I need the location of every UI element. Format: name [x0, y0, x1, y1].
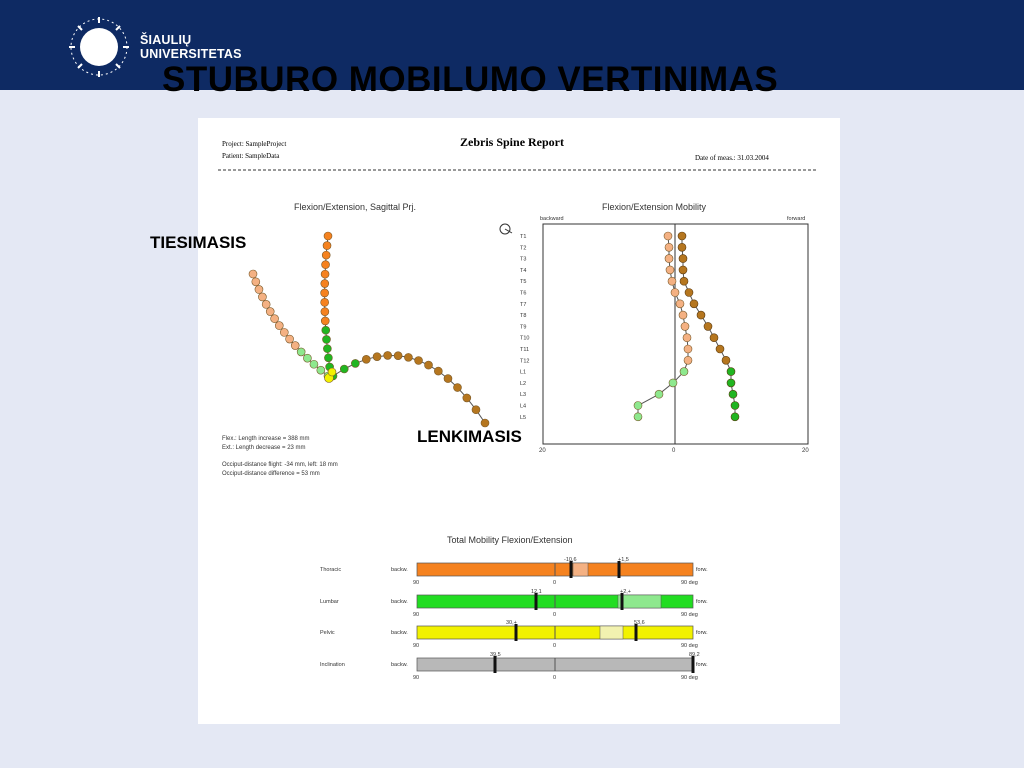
vertebra-label: T2: [520, 245, 527, 252]
report-title: Zebris Spine Report: [460, 135, 565, 149]
value-marker: [618, 561, 621, 578]
forward-point: [679, 266, 687, 274]
stat-line: Occiput-distance difference = 53 mm: [222, 471, 320, 477]
flexion-spine-vertebra: [434, 367, 442, 375]
forward-point: [731, 402, 739, 410]
value-marker: [494, 656, 497, 673]
sagittal-title: Flexion/Extension, Sagittal Prj.: [294, 202, 417, 212]
backward-abbr: backw.: [391, 567, 408, 573]
vertebra-label: T7: [520, 301, 527, 308]
row-name: Pelvic: [320, 630, 335, 636]
tick-left: 90: [413, 643, 420, 649]
neutral-spine-vertebra: [322, 326, 330, 334]
forward-point: [704, 322, 712, 330]
report-patient: Patient: SampleData: [222, 152, 280, 160]
neutral-spine-vertebra: [321, 317, 329, 325]
backward-point: [666, 266, 674, 274]
forward-abbr: forw.: [696, 630, 708, 636]
slide-title: STUBURO MOBILUMO VERTINIMAS: [162, 60, 779, 99]
vertebra-label: L2: [520, 380, 527, 387]
flexion-spine-vertebra: [351, 359, 359, 367]
axis-left-label: 20: [539, 448, 546, 454]
value-label: 53,6: [634, 620, 645, 626]
spine-report: [198, 118, 840, 724]
value-label: +2,+: [620, 589, 632, 595]
stat-line: Occiput-distance flight: -34 mm, left: 18 mm: [222, 462, 338, 468]
backward-point: [665, 255, 673, 263]
backward-point: [680, 368, 688, 376]
pelvis-marker: [328, 368, 336, 376]
forward-point: [727, 368, 735, 376]
range-highlight: [573, 563, 588, 576]
forward-point: [678, 232, 686, 240]
mobility-row-inclination: [320, 652, 708, 681]
neutral-spine-vertebra: [323, 242, 331, 250]
flexion-spine-vertebra: [362, 355, 370, 363]
vertebra-label: T11: [520, 347, 530, 353]
value-label: 39,5: [490, 652, 501, 658]
backward-point: [684, 356, 692, 364]
neutral-spine-vertebra: [321, 298, 329, 306]
axis-mid-label: 0: [672, 448, 676, 454]
extension-spine-vertebra: [297, 348, 305, 356]
flexion-spine-vertebra: [394, 352, 402, 360]
value-marker: [621, 593, 624, 610]
extension-spine-vertebra: [317, 366, 325, 374]
range-highlight: [618, 595, 661, 608]
value-label: 12,1: [531, 589, 542, 595]
backward-point: [669, 379, 677, 387]
neutral-spine-vertebra: [322, 335, 330, 343]
flexion-spine-vertebra: [404, 353, 412, 361]
forward-point: [729, 390, 737, 398]
forward-point: [678, 243, 686, 251]
backward-point: [655, 390, 663, 398]
tick-left: 90: [413, 612, 420, 618]
mobility-row-pelvic: [320, 620, 708, 649]
vertebra-labels: [520, 234, 529, 421]
mobility-row-thoracic: [320, 557, 708, 586]
extension-spine-vertebra: [266, 308, 274, 316]
tick-mid: 0: [553, 643, 557, 649]
tick-mid: 0: [553, 675, 557, 681]
neutral-spine-vertebra: [322, 261, 330, 269]
neutral-spine-vertebra: [324, 232, 332, 240]
forward-point: [710, 334, 718, 342]
backward-abbr: backw.: [391, 662, 408, 668]
value-marker: [692, 656, 695, 673]
forward-point: [685, 289, 693, 297]
flexion-spine-vertebra: [453, 384, 461, 392]
backward-curve: [638, 236, 688, 417]
range-highlight: [600, 626, 623, 639]
extension-spine-vertebra: [291, 342, 299, 350]
backward-point: [665, 243, 673, 251]
report-project: Project: SampleProject: [222, 140, 287, 148]
axis-right-label: 20: [802, 448, 809, 454]
flexion-spine-vertebra: [384, 351, 392, 359]
tick-right: 90 deg: [681, 675, 698, 681]
extension-spine-vertebra: [255, 285, 263, 293]
flexion-spine-vertebra: [373, 353, 381, 361]
flexion-label: LENKIMASIS: [417, 427, 522, 446]
university-logo-icon: [64, 12, 134, 82]
forward-label: forward: [787, 216, 806, 222]
extension-spine-vertebra: [275, 322, 283, 330]
extension-label: TIESIMASIS: [150, 233, 247, 252]
logo-text-line2: UNIVERSITETAS: [140, 47, 242, 61]
value-label: 30,+: [506, 620, 517, 626]
backward-abbr: backw.: [391, 630, 408, 636]
mobility-title: Flexion/Extension Mobility: [602, 202, 707, 212]
vertebra-label: L3: [520, 392, 527, 399]
logo-text-line1: ŠIAULIŲ: [140, 33, 192, 47]
extension-spine-vertebra: [262, 300, 270, 308]
vertebra-label: L5: [520, 414, 527, 421]
flexion-spine-vertebra: [472, 406, 480, 414]
flexion-spine-vertebra: [444, 375, 452, 383]
forward-point: [680, 277, 688, 285]
backward-abbr: backw.: [391, 599, 408, 605]
value-marker: [535, 593, 538, 610]
tick-right: 90 deg: [681, 643, 698, 649]
tick-mid: 0: [553, 612, 557, 618]
forward-point: [727, 379, 735, 387]
forward-abbr: forw.: [696, 567, 708, 573]
backward-label: backward: [540, 216, 564, 222]
row-name: Inclination: [320, 662, 345, 668]
stat-line: Flex.: Length increase = 388 mm: [222, 436, 310, 442]
vertebra-label: T9: [520, 324, 527, 331]
backward-point: [634, 413, 642, 421]
mobility-row-lumbar: [320, 589, 708, 618]
vertebra-label: T1: [520, 234, 527, 240]
neutral-spine-vertebra: [322, 251, 330, 259]
forward-abbr: forw.: [696, 599, 708, 605]
vertebra-label: L1: [520, 369, 527, 376]
neutral-spine-vertebra: [321, 270, 329, 278]
flexion-spine-vertebra: [463, 394, 471, 402]
extension-spine-vertebra: [249, 270, 257, 278]
total-mobility-title: Total Mobility Flexion/Extension: [447, 535, 573, 545]
report-date: Date of meas.: 31.03.2004: [695, 154, 769, 162]
forward-point: [716, 345, 724, 353]
tick-left: 90: [413, 580, 420, 586]
tick-left: 90: [413, 675, 420, 681]
extension-spine-vertebra: [310, 360, 318, 368]
extension-spine-vertebra: [252, 278, 260, 286]
extension-spine-vertebra: [258, 293, 266, 301]
forward-point: [679, 255, 687, 263]
flexion-spine-vertebra: [340, 365, 348, 373]
backward-point: [668, 277, 676, 285]
row-name: Lumbar: [320, 599, 339, 605]
forward-abbr: forw.: [696, 662, 708, 668]
vertebra-label: T12: [520, 358, 530, 365]
backward-point: [676, 300, 684, 308]
vertebra-label: T3: [520, 256, 527, 263]
flexion-spine-vertebra: [481, 419, 489, 427]
value-marker: [570, 561, 573, 578]
forward-point: [731, 413, 739, 421]
vertebra-label: T6: [520, 290, 527, 297]
mobility-plot: [634, 232, 739, 421]
vertebra-label: T4: [520, 267, 527, 274]
neutral-spine-vertebra: [321, 308, 329, 316]
total-mobility-bars: [320, 557, 708, 681]
flexion-spine-vertebra: [415, 356, 423, 364]
value-label: -10,6: [564, 557, 577, 563]
neutral-spine-vertebra: [323, 345, 331, 353]
neutral-spine-vertebra: [321, 280, 329, 288]
tick-mid: 0: [553, 580, 557, 586]
logo-text: [140, 33, 242, 61]
backward-point: [634, 402, 642, 410]
extension-spine-vertebra: [280, 328, 288, 336]
forward-point: [690, 300, 698, 308]
vertebra-label: T5: [520, 279, 527, 286]
neutral-spine-vertebra: [321, 289, 329, 297]
stat-line: Ext.: Length decrease = 23 mm: [222, 445, 306, 451]
forward-point: [722, 356, 730, 364]
tick-right: 90 deg: [681, 612, 698, 618]
neutral-spine-vertebra: [324, 354, 332, 362]
backward-point: [684, 345, 692, 353]
vertebra-label: T10: [520, 335, 530, 342]
forward-point: [697, 311, 705, 319]
flexion-spine-vertebra: [425, 361, 433, 369]
backward-point: [679, 311, 687, 319]
backward-point: [671, 289, 679, 297]
row-name: Thoracic: [320, 567, 342, 573]
extension-spine-line: [253, 274, 328, 376]
backward-point: [664, 232, 672, 240]
backward-point: [683, 334, 691, 342]
value-label: +1,5: [618, 557, 629, 563]
report-canvas: [198, 118, 840, 724]
value-label: 89,2: [689, 652, 700, 658]
sagittal-plot: [249, 232, 489, 427]
extension-spine-vertebra: [286, 335, 294, 343]
vertebra-label: T8: [520, 313, 527, 320]
vertebra-label: L4: [520, 403, 527, 410]
extension-spine-vertebra: [271, 315, 279, 323]
backward-point: [681, 322, 689, 330]
value-marker: [515, 624, 518, 641]
tick-right: 90 deg: [681, 580, 698, 586]
extension-spine-vertebra: [303, 354, 311, 362]
stats-block: [222, 436, 338, 477]
value-marker: [635, 624, 638, 641]
